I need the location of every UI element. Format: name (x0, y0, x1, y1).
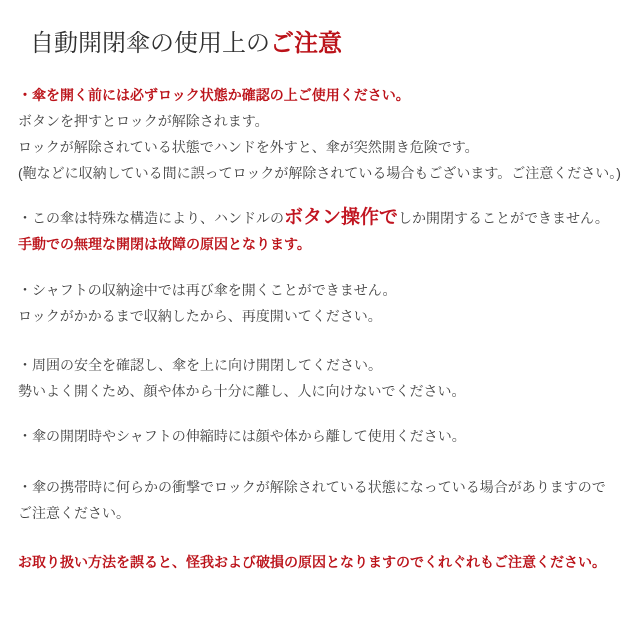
button-operation-pre-text: ・この傘は特殊な構造により、ハンドルの (18, 210, 284, 226)
button-operation-line (18, 205, 640, 231)
lock-check-line-danger: ロックが解除されている状態でハンドを外すと、傘が突然開き危険です。 (18, 139, 479, 155)
shaft-storage-line1: ・シャフトの収納途中では再び傘を開くことができません。 (18, 282, 397, 298)
section-open-close-distance (18, 423, 640, 449)
shaft-storage-line2: ロックがかかるまで収納したから、再度開いてください。 (18, 308, 382, 324)
manual-operation-warning-line: 手動での無理な開閉は故障の原因となります。 (18, 236, 311, 252)
carrying-line1: ・傘の携帯時に何らかの衝撃でロックが解除されている状態になっている場合がありますので (18, 479, 606, 495)
surroundings-safety-line2: 勢いよく開くため、顔や体から十分に離し、人に向けないでください。 (18, 383, 466, 399)
section-surroundings-safety (18, 352, 640, 404)
footer-warning-line: お取り扱い方法を誤ると、怪我および破損の原因となりますのでくれぐれもご注意ください。 (18, 554, 606, 570)
section-button-operation (18, 205, 640, 257)
section-carrying (18, 474, 640, 526)
lock-check-line-bag-note: (鞄などに収納している間に誤ってロックが解除されている場合もございます。ご注意ください。) (18, 165, 621, 181)
page-title (30, 30, 640, 58)
open-close-distance-line: ・傘の開閉時やシャフトの伸縮時には顔や体から離して使用ください。 (18, 428, 466, 444)
button-operation-emphasis-text: ボタン操作で (284, 207, 399, 228)
footer-warning (18, 549, 640, 575)
lock-check-warning-line: ・傘を開く前には必ずロック状態か確認の上ご使用ください。 (18, 87, 410, 103)
section-shaft-storage (18, 277, 640, 329)
button-operation-post-text: しか開閉することができません。 (398, 210, 609, 226)
page-title-main: 自動開閉傘の使用上の (30, 30, 270, 57)
page-title-emphasis: ご注意 (270, 30, 342, 57)
carrying-line2: ご注意ください。 (18, 505, 130, 521)
lock-check-line-button-release: ボタンを押すとロックが解除されます。 (18, 113, 269, 129)
surroundings-safety-line1: ・周囲の安全を確認し、傘を上に向け開閉してください。 (18, 357, 382, 373)
section-lock-check (18, 82, 640, 186)
